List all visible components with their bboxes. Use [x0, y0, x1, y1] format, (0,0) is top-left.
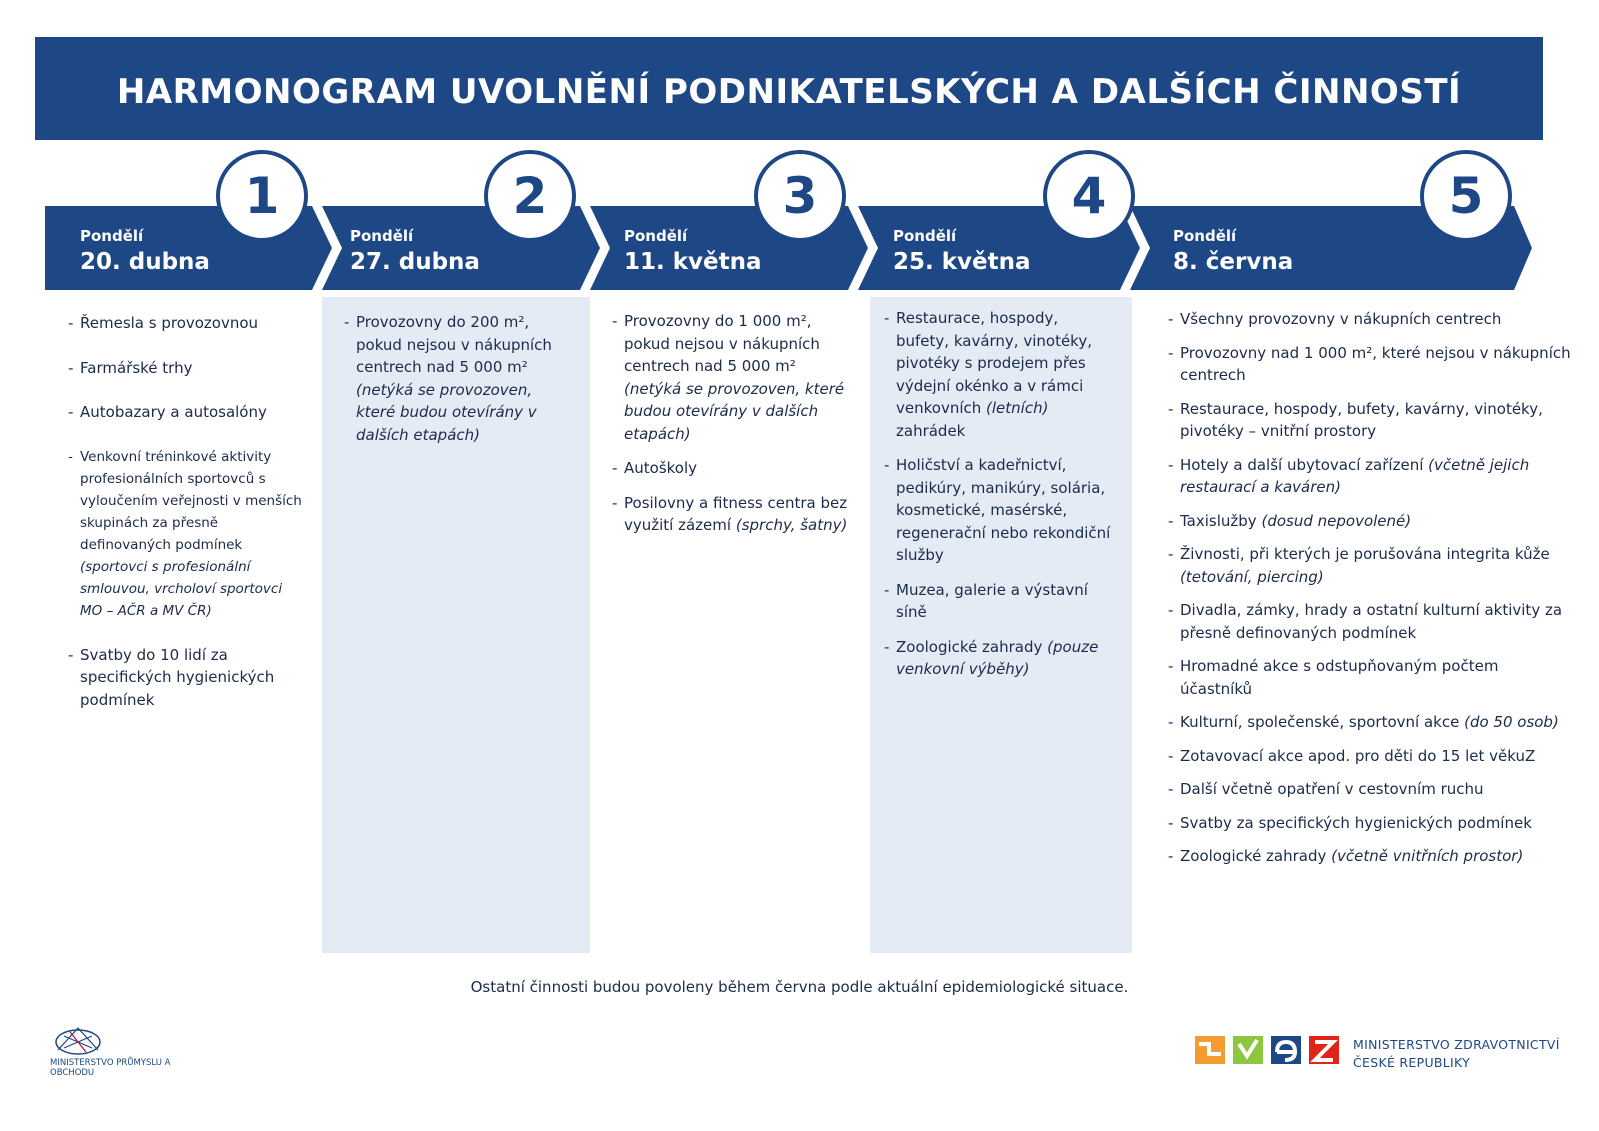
stage-1-label	[80, 227, 210, 275]
list-item: - Další včetně opatření v cestovním ruchu	[1168, 778, 1573, 801]
stage-1-date: 20. dubna	[80, 249, 210, 275]
list-item: - Svatby do 10 lidí za specifických hygienických podmínek	[68, 644, 308, 712]
mzcr-logo-text: MINISTERSTVO ZDRAVOTNICTVÍ ČESKÉ REPUBLIKY	[1353, 1037, 1560, 1070]
list-item: - Posilovny a fitness centra bez využití zázemí (sprchy, šatny)	[612, 492, 857, 537]
list-item: - Provozovny nad 1 000 m², které nejsou v nákupních centrech	[1168, 342, 1573, 387]
stage-5-label	[1173, 227, 1293, 275]
stage-2-date: 27. dubna	[350, 249, 480, 275]
stage-1-number: 1	[244, 167, 280, 225]
stage-5-column	[1168, 308, 1573, 868]
stage-1-number-badge	[216, 150, 308, 242]
list-item: - Všechny provozovny v nákupních centrech	[1168, 308, 1573, 331]
stage-3-date: 11. května	[624, 249, 762, 275]
list-item: - Holičství a kadeřnictví, pedikúry, manikúry, solária, kosmetické, masérské, regenerační nebo rekondiční služby	[884, 454, 1114, 567]
mzcr-logo	[1195, 1030, 1575, 1090]
stage-4-day: Pondělí	[893, 227, 957, 245]
list-item: - Živnosti, při kterých je porušována integrita kůže (tetování, piercing)	[1168, 543, 1573, 588]
stage-5-number: 5	[1448, 167, 1484, 225]
stage-2-number: 2	[512, 167, 548, 225]
stage-3-number-badge	[754, 150, 846, 242]
stage-3-day: Pondělí	[624, 227, 688, 245]
stage-2-list	[322, 297, 590, 446]
footnote: Ostatní činnosti budou povoleny během června podle aktuální epidemiologické situace.	[470, 978, 1129, 996]
list-item: - Hromadné akce s odstupňovaným počtem účastníků	[1168, 655, 1573, 700]
stage-1-list	[68, 312, 308, 711]
list-item: - Hotely a další ubytovací zařízení (včetně jejich restaurací a kaváren)	[1168, 454, 1573, 499]
stage-5-number-badge	[1420, 150, 1512, 242]
stage-4-label	[893, 227, 1031, 275]
mzcr-emblem-icon	[1195, 1030, 1345, 1070]
list-item: - Divadla, zámky, hrady a ostatní kulturní aktivity za přesně definovaných podmínek	[1168, 599, 1573, 644]
list-item: - Řemesla s provozovnou	[68, 312, 308, 335]
list-item: - Venkovní tréninkové aktivity profesionálních sportovců s vyloučením veřejnosti v menších skupinách za přesně definovaných podmínek (sportovci s profesionální smlouvou, vrcholoví sportovci MO – AČR a MV ČR)	[68, 446, 308, 622]
list-item: - Autobazary a autosalóny	[68, 401, 308, 424]
stage-1-day: Pondělí	[80, 227, 144, 245]
stage-5-list	[1168, 308, 1573, 868]
stage-2-day: Pondělí	[350, 227, 414, 245]
list-item: - Provozovny do 200 m², pokud nejsou v nákupních centrech nad 5 000 m² (netýká se provozoven, které budou otevírány v dalších etapách)	[344, 311, 566, 446]
stage-2-column	[322, 297, 590, 953]
mpo-globe-icon	[48, 1022, 108, 1058]
mpo-logo-text: MINISTERSTVO PRŮMYSLU A OBCHODU	[50, 1058, 171, 1078]
stage-4-number-badge	[1043, 150, 1135, 242]
stage-5-date: 8. června	[1173, 249, 1294, 275]
list-item: - Autoškoly	[612, 457, 857, 480]
stage-4-column	[870, 297, 1132, 953]
stage-4-list	[870, 297, 1132, 681]
list-item: - Zoologické zahrady (pouze venkovní výběhy)	[884, 636, 1114, 681]
stage-5-day: Pondělí	[1173, 227, 1237, 245]
list-item: - Kulturní, společenské, sportovní akce (do 50 osob)	[1168, 711, 1573, 734]
stage-2-label	[350, 227, 480, 275]
page-title: HARMONOGRAM UVOLNĚNÍ PODNIKATELSKÝCH A DALŠÍCH ČINNOSTÍ	[116, 71, 1462, 112]
list-item: - Provozovny do 1 000 m², pokud nejsou v nákupních centrech nad 5 000 m² (netýká se provozoven, které budou otevírány v dalších etapách)	[612, 310, 857, 445]
stage-3-label	[624, 227, 762, 275]
list-item: - Restaurace, hospody, bufety, kavárny, vinotéky, pivotéky – vnitřní prostory	[1168, 398, 1573, 443]
list-item: - Muzea, galerie a výstavní síně	[884, 579, 1114, 624]
list-item: - Zotavovací akce apod. pro děti do 15 let věkuZ	[1168, 745, 1573, 768]
list-item: - Svatby za specifických hygienických podmínek	[1168, 812, 1573, 835]
stage-3-number: 3	[782, 167, 818, 225]
timeline	[0, 140, 1599, 310]
list-item: - Farmářské trhy	[68, 357, 308, 380]
stage-3-list	[612, 310, 857, 537]
stage-3-column	[612, 310, 857, 537]
stage-1-column	[68, 312, 308, 711]
mpo-logo	[48, 1022, 178, 1082]
list-item: - Taxislužby (dosud nepovolené)	[1168, 510, 1573, 533]
stage-4-number: 4	[1071, 167, 1107, 225]
stage-2-number-badge	[484, 150, 576, 242]
stage-4-date: 25. května	[893, 249, 1031, 275]
title-banner	[35, 37, 1543, 140]
list-item: - Zoologické zahrady (včetně vnitřních prostor)	[1168, 845, 1573, 868]
list-item: - Restaurace, hospody, bufety, kavárny, vinotéky, pivotéky s prodejem přes výdejní okénko a v rámci venkovních (letních) zahrádek	[884, 307, 1114, 442]
